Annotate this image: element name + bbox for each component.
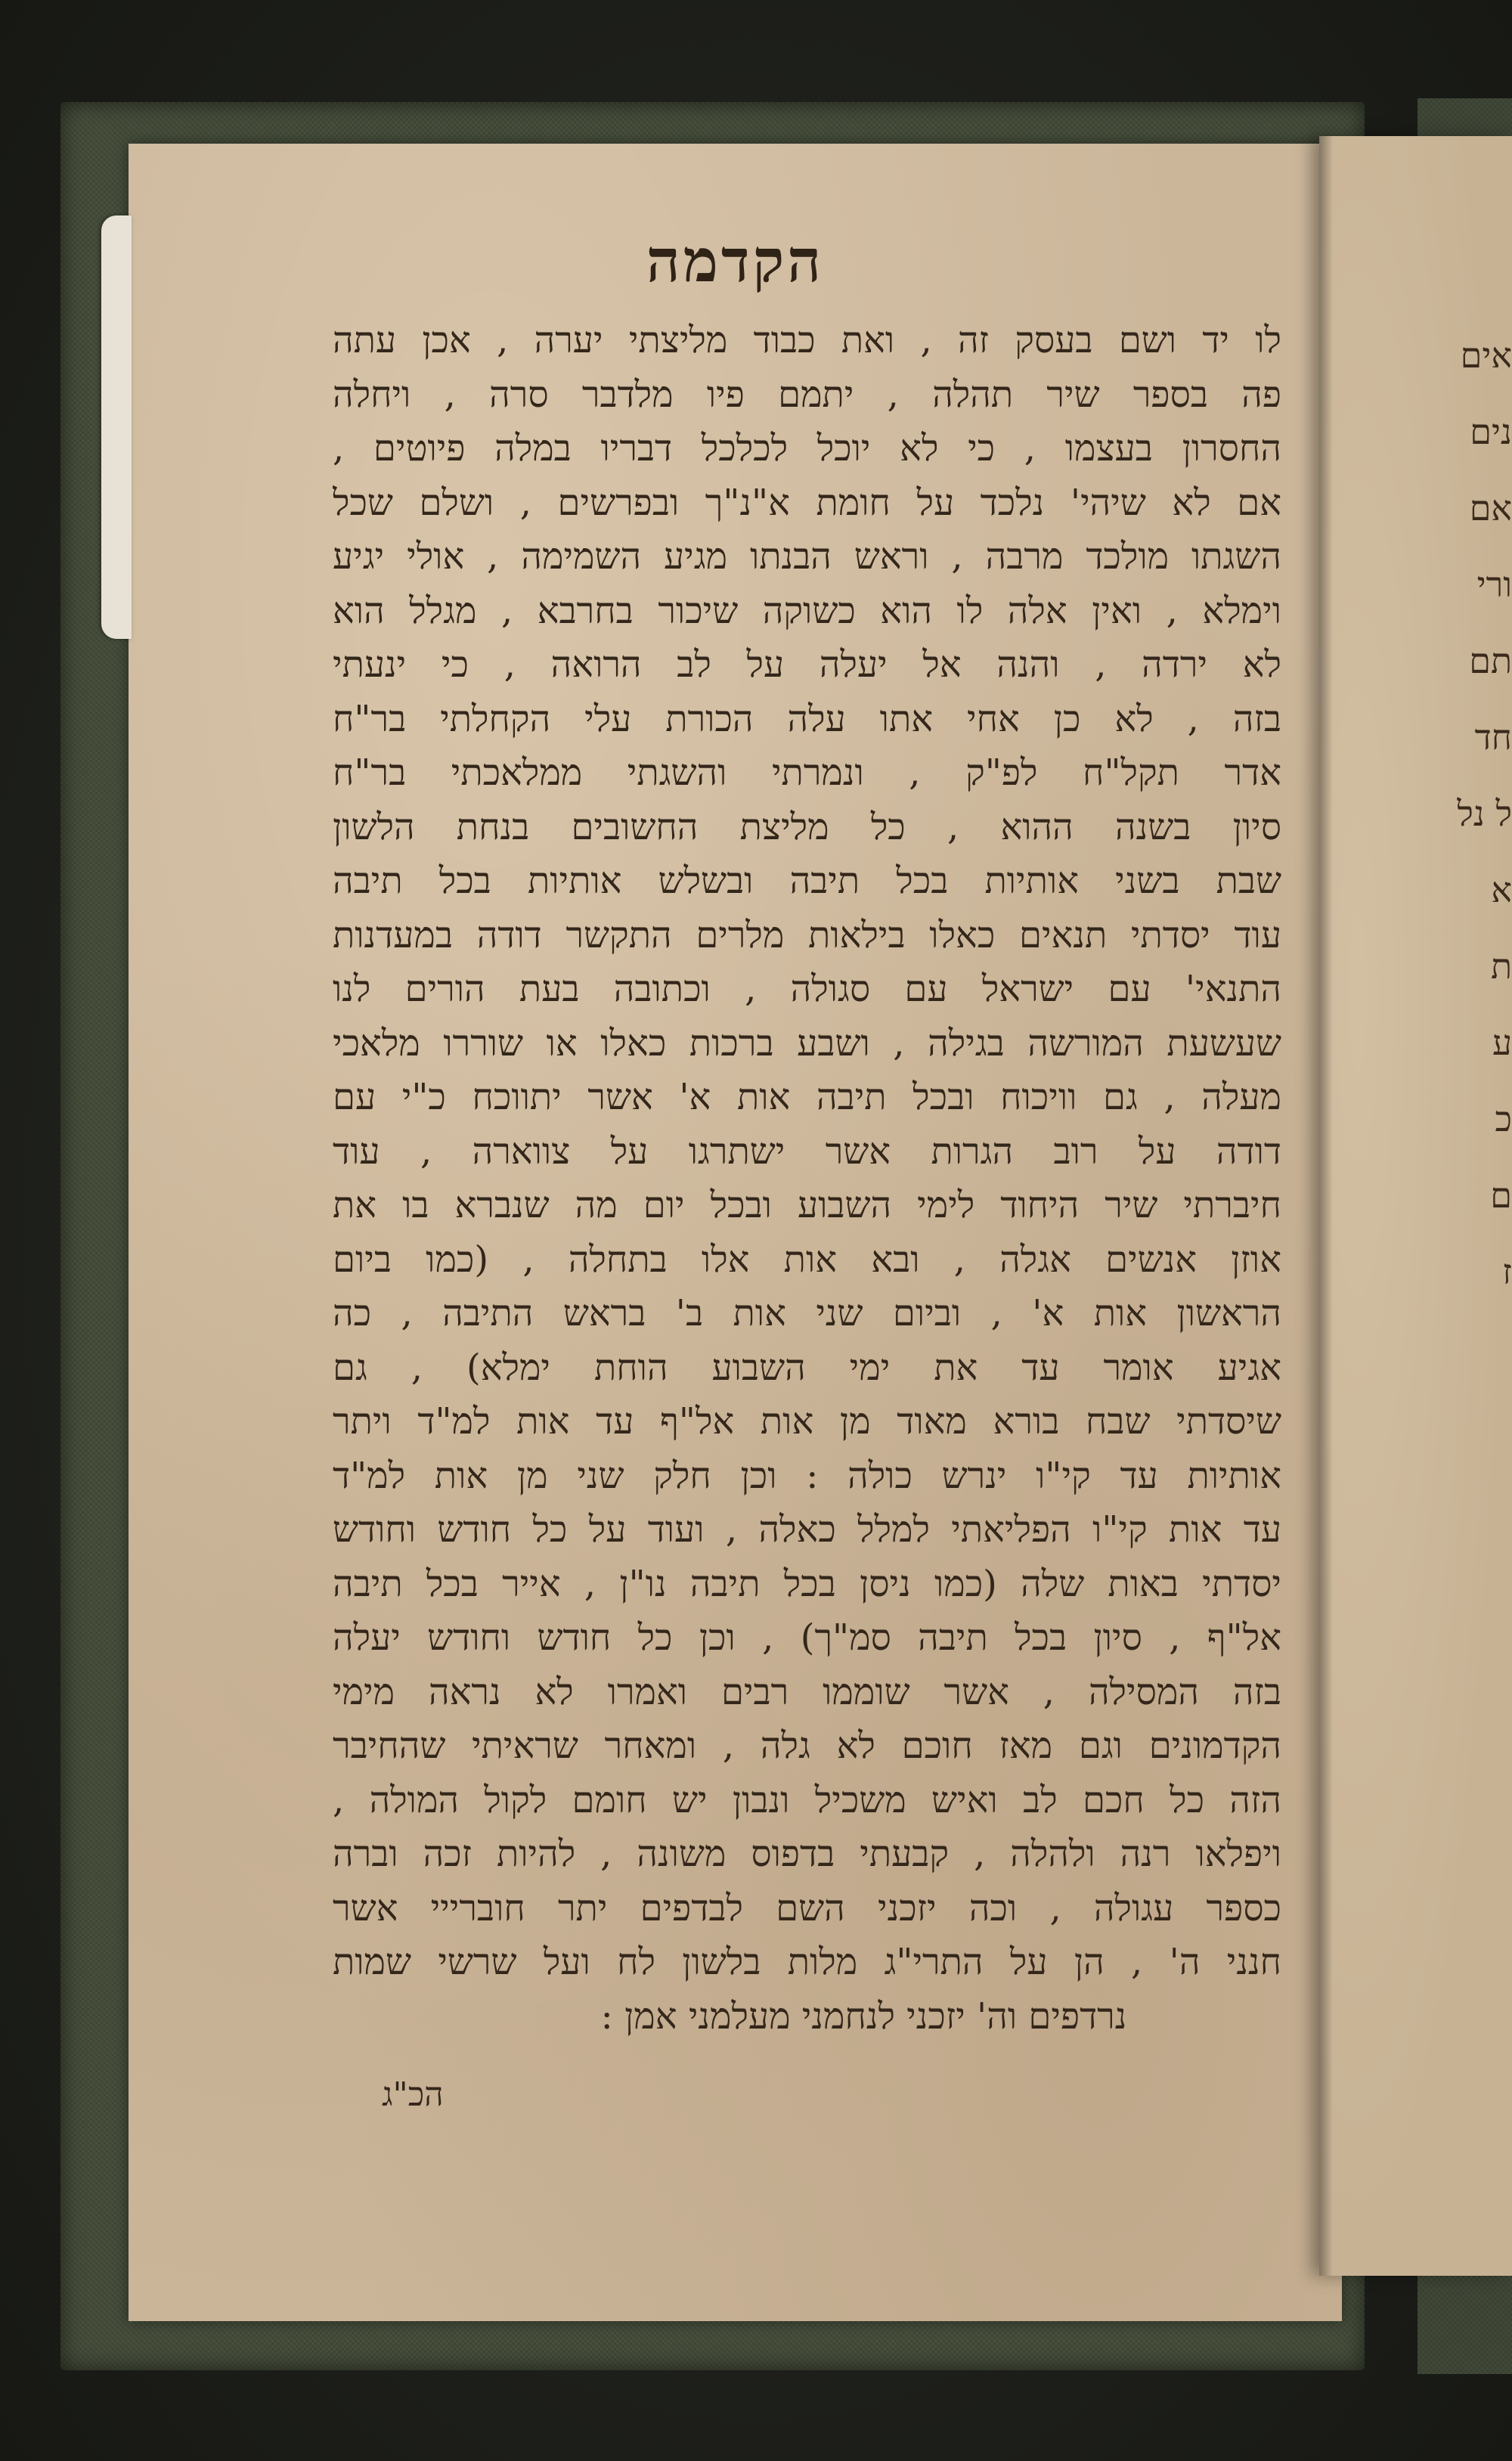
text-line: דודה על רוב הגרות אשר ישתרגו על צווארה , עוד (333, 1130, 1281, 1173)
facing-page (1319, 136, 1512, 2276)
text-line: וימלא , ואין אלה לו הוא כשוקה שיכור בחרבא , מגלל הוא (333, 589, 1281, 632)
signature-abbreviation: הכ"ג (382, 2075, 444, 2114)
text-line: הראשון אות א' , וביום שני אות ב' בראש התיבה , כה (333, 1292, 1281, 1334)
facing-line-fragment: ז (1502, 1251, 1512, 1292)
text-line: סיון בשנה ההוא , כל מליצת החשובים בנחת הלשון (333, 805, 1281, 848)
text-line: השגתו מולכד מרבה , וראש הבנתו מגיע השמימה , אולי יגיע (333, 535, 1281, 578)
page-edge-tab (101, 215, 132, 639)
text-line: מעלה , גם וויכוח ובכל תיבה אות א' אשר יתווכח כ"י עם (333, 1076, 1281, 1118)
text-line: שעשעת המורשה בגילה , ושבע ברכות כאלו או שוררו מלאכי (333, 1021, 1281, 1065)
text-line: אגיע אומר עד את ימי השבוע הוחת ימלא) , גם (333, 1346, 1281, 1389)
text-line: בזה , לא כן אחי אתו עלה הכורת עלי הקחלתי בר"ח (333, 697, 1281, 740)
facing-page-text (1361, 318, 1512, 1310)
text-line: חיברתי שיר היחוד לימי השבוע ובכל יום מה שנברא בו את (333, 1184, 1281, 1226)
text-line: יסדתי באות שלה (כמו ניסן בכל תיבה נו"ן , אייר בכל תיבה (333, 1562, 1281, 1605)
facing-line-fragment: נים (1470, 411, 1512, 452)
text-line: אם לא שיהי' נלכד על חומת א"נ"ך ובפרשים , ושלם שכל (333, 481, 1281, 524)
text-line: עד אות קי"ו הפליאתי למלל כאלה , ועוד על כל חודש וחודש (333, 1508, 1281, 1551)
text-line: נרדפים וה' יזכני לנחמני מעלמני אמן : (600, 1995, 1127, 2038)
text-line: אדר תקל"ח לפ"ק , ונמרתי והשגתי ממלאכתי בר"ח (333, 752, 1281, 794)
text-line: החסרון בעצמו , כי לא יוכל לכלכל דבריו במלה פיוטים , (333, 427, 1281, 470)
text-line: הזה כל חכם לב ואיש משכיל ונבון יש חומם לקול המולה , (333, 1778, 1281, 1821)
text-line: ויפלאו רנה ולהלה , קבעתי בדפוס משונה , להיות זכה וברה (333, 1833, 1281, 1875)
facing-line-fragment: ע (1492, 1022, 1512, 1063)
facing-line-fragment: תם (1469, 640, 1512, 681)
facing-line-fragment: אם (1469, 488, 1512, 528)
text-line: כספר עגולה , וכה יזכני השם לבדפים יתר חוברייי אשר (333, 1886, 1281, 1929)
book-gutter (1319, 136, 1333, 2276)
text-line: אותיות עד קי"ו ינרש כולה : וכן חלק שני מן אות למ"ד (333, 1454, 1281, 1497)
text-line: אל"ף , סיון בכל תיבה סמ"ך) , וכן כל חודש וחודש יעלה (333, 1616, 1281, 1659)
text-line: שבת בשני אותיות בכל תיבה ובשלש אותיות בכל תיבה (333, 860, 1281, 902)
text-line: התנאי' עם ישראל עם סגולה , וכתובה בעת הורים לנו (333, 968, 1281, 1010)
text-line: שיסדתי שבח בורא מאוד מן אות אל"ף עד אות למ"ד ויתר (333, 1400, 1281, 1443)
facing-line-fragment: אים (1460, 335, 1512, 376)
text-line: הקדמונים וגם מאז חוכם לא גלה , ומאחר שראיתי שהחיבר (333, 1725, 1281, 1767)
page-heading: הקדמה (646, 227, 825, 296)
text-line: בזה המסילה , אשר שוממו רבים ואמרו לא נראה מימי (333, 1670, 1281, 1713)
introduction-text (333, 314, 1281, 2044)
text-line: לו יד ושם בעסק זה , ואת כבוד מליצתי יערה , אכן עתה (333, 319, 1281, 361)
text-line: חנני ה' , הן על התרי"ג מלות בלשון לח ועל שרשי שמות (333, 1941, 1281, 1983)
facing-line-fragment: א (1491, 869, 1512, 910)
facing-line-fragment: כ (1495, 1099, 1512, 1139)
text-line: עוד יסדתי תנאים כאלו בילאות מלרים התקשר דודה במעדנות (333, 913, 1281, 956)
facing-line-fragment: ל נל (1457, 793, 1512, 834)
facing-line-fragment: חד (1474, 717, 1512, 758)
text-line: פה בספר שיר תהלה , יתמם פיו מלדבר סרה , ויחלה (333, 373, 1281, 416)
facing-line-fragment: ת (1490, 946, 1512, 987)
text-line: אוזן אנשים אגלה , ובא אות אלו בתחלה , (כמו ביום (333, 1238, 1281, 1281)
facing-line-fragment: ורי (1476, 564, 1512, 605)
facing-line-fragment: ם (1490, 1175, 1512, 1216)
text-line: לא ירדה , והנה אל יעלה על לב הרואה , כי ינעתי (333, 643, 1281, 686)
